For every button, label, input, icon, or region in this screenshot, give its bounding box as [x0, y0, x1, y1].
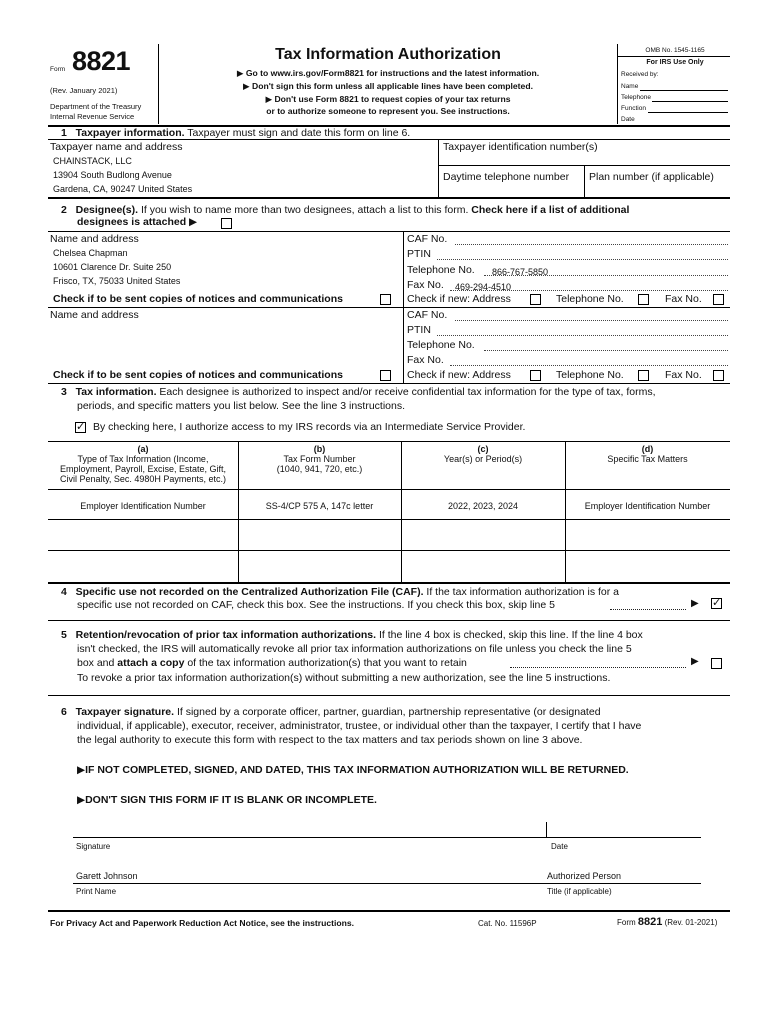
designee1-copies-checkbox[interactable] — [380, 294, 391, 305]
designee2-copies-label: Check if to be sent copies of notices and communications — [53, 369, 343, 381]
designee1-fax[interactable]: 469-294-4510 — [455, 282, 512, 292]
line5-text-4: To revoke a prior tax information authorization(s) without submitting a new authorization, see the line 5 instructions. — [77, 672, 611, 684]
line5-arrow-icon: ▶ — [691, 656, 699, 667]
footer-form-id: Form 8821 (Rev. 01-2021) — [617, 916, 718, 928]
line5-text-3: box and attach a copy of the tax information authorization(s) that you want to retain — [77, 657, 467, 669]
line5-retain-checkbox[interactable] — [711, 658, 722, 669]
designee2-ptin-label: PTIN — [407, 324, 431, 336]
line4-heading: 4 Specific use not recorded on the Centralized Authorization File (CAF). If the tax information authorization is for a — [61, 586, 620, 598]
irs-date-label: Date — [621, 116, 635, 123]
taxpayer-name[interactable]: CHAINSTACK, LLC — [53, 156, 132, 166]
irs-telephone-label: Telephone — [621, 94, 651, 101]
designee2-telephone-label: Telephone No. — [407, 339, 475, 351]
designee1-new-telephone-checkbox[interactable] — [638, 294, 649, 305]
omb-number: OMB No. 1545-1165 — [645, 47, 705, 54]
irs-function-label: Function — [621, 105, 646, 112]
taxpayer-address-2[interactable]: Gardena, CA, 90247 United States — [53, 184, 193, 194]
form-number: 8821 — [72, 46, 131, 76]
title-label: Title (if applicable) — [547, 887, 612, 896]
line5-text-2: isn't checked, the IRS will automatically revoke all prior tax information authorizations on file unless you check the line 5 — [77, 643, 632, 655]
print-name-label: Print Name — [76, 887, 117, 896]
isp-authorization-text: By checking here, I authorize access to my IRS records via an Intermediate Service Provider. — [93, 421, 526, 433]
print-name[interactable]: Garett Johnson — [76, 871, 138, 881]
plan-number-label: Plan number (if applicable) — [589, 171, 714, 183]
instruction-line-2: ▶ Don't sign this form unless all applicable lines have been completed. — [243, 81, 533, 91]
isp-checkbox[interactable]: ✓ — [76, 421, 86, 433]
designee2-new-telephone-checkbox[interactable] — [638, 370, 649, 381]
line3-heading: 3 Tax information. Each designee is authorized to inspect and/or receive confidential tax information for the type of tax, forms, — [61, 386, 656, 398]
daytime-phone-label: Daytime telephone number — [443, 171, 570, 183]
column-d-header: (d) Specific Tax Matters — [607, 444, 688, 464]
line6-text-2: individual, if applicable), executor, receiver, administrator, trustee, or individual other than the taxpayer, I certify that I have — [77, 720, 642, 732]
row1-tax-matters[interactable]: Employer Identification Number — [584, 501, 711, 511]
designee2-new-fax-checkbox[interactable] — [713, 370, 724, 381]
form-word: Form — [50, 66, 66, 73]
designee1-address-1[interactable]: 10601 Clarence Dr. Suite 250 — [53, 262, 172, 272]
designee2-caf-label: CAF No. — [407, 309, 448, 321]
designee1-fax-label: Fax No. — [407, 279, 444, 291]
irs-use-only: For IRS Use Only — [646, 59, 704, 66]
agency-name: Internal Revenue Service — [50, 112, 135, 121]
line2-heading-cont: designees is attached ▶ — [77, 216, 198, 228]
catalog-number: Cat. No. 11596P — [478, 919, 537, 928]
instruction-line-3: ▶ Don't use Form 8821 to request copies of your tax returns — [265, 94, 511, 104]
row1-years[interactable]: 2022, 2023, 2024 — [447, 501, 519, 511]
designee1-ptin-label: PTIN — [407, 248, 431, 260]
row1-tax-form[interactable]: SS-4/CP 575 A, 147c letter — [265, 501, 374, 511]
line4-text: specific use not recorded on CAF, check this box. See the instructions. If you check this box, skip line 5 — [77, 599, 555, 611]
line2-heading: 2 Designee(s). If you wish to name more than two designees, attach a list to this form. Check here if a list of additional — [61, 204, 630, 216]
designee1-caf-label: CAF No. — [407, 233, 448, 245]
line5-heading: 5 Retention/revocation of prior tax information authorizations. If the line 4 box is checked, skip this line. If the line 4 box — [61, 629, 643, 641]
line3-text: periods, and specific matters you list below. See the line 3 instructions. — [77, 400, 406, 412]
row1-tax-type[interactable]: Employer Identification Number — [80, 501, 206, 511]
line4-caf-checkbox[interactable]: ✓ — [712, 597, 722, 609]
signature-label: Signature — [76, 842, 111, 851]
designee2-new-address-checkbox[interactable] — [530, 370, 541, 381]
irs-name-label: Name — [621, 83, 639, 90]
warning-dont-sign-blank: ▶DON'T SIGN THIS FORM IF IT IS BLANK OR INCOMPLETE. — [77, 794, 377, 806]
privacy-notice: For Privacy Act and Paperwork Reduction Act Notice, see the instructions. — [50, 918, 355, 928]
designee1-copies-label: Check if to be sent copies of notices and communications — [53, 293, 343, 305]
additional-designees-checkbox[interactable] — [221, 218, 232, 229]
taxpayer-address-1[interactable]: 13904 South Budlong Avenue — [53, 170, 172, 180]
designee1-new-tel-label: Telephone No. — [556, 293, 624, 305]
column-c-header: (c) Year(s) or Period(s) — [443, 444, 523, 464]
taxpayer-name-address-label: Taxpayer name and address — [50, 141, 183, 153]
signature-date-label: Date — [551, 842, 568, 851]
designee2-fax-label: Fax No. — [407, 354, 444, 366]
designee1-name[interactable]: Chelsea Chapman — [53, 248, 128, 258]
designee1-name-label: Name and address — [50, 233, 139, 245]
line6-heading: 6 Taxpayer signature. If signed by a corporate officer, partner, guardian, partnership representative (or designated — [61, 706, 601, 718]
designee2-new-tel-label: Telephone No. — [556, 369, 624, 381]
designee2-check-new-label: Check if new: Address — [407, 369, 511, 381]
form-revision: (Rev. January 2021) — [50, 86, 118, 95]
designee1-address-2[interactable]: Frisco, TX, 75033 United States — [53, 276, 181, 286]
designee1-telephone[interactable]: 866-767-5850 — [492, 267, 549, 277]
line6-text-3: the legal authority to execute this form with respect to the tax matters and tax periods shown on line 3 above. — [77, 734, 583, 746]
form-title: Tax Information Authorization — [275, 46, 501, 63]
department-name: Department of the Treasury — [50, 102, 142, 111]
column-a-header: (a) Type of Tax Information (Income, Employment, Payroll, Excise, Estate, Gift, Civil Penalty, Sec. 4980H Payments, etc.) — [59, 444, 227, 484]
designee1-new-address-checkbox[interactable] — [530, 294, 541, 305]
instruction-line-1: ▶ Go to www.irs.gov/Form8821 for instructions and the latest information. — [236, 68, 540, 78]
designee1-check-new-label: Check if new: Address — [407, 293, 511, 305]
received-by-label: Received by: — [621, 71, 659, 78]
designee1-telephone-label: Telephone No. — [407, 264, 475, 276]
line4-arrow-icon: ▶ — [691, 598, 699, 609]
designee2-copies-checkbox[interactable] — [380, 370, 391, 381]
designee2-name-label: Name and address — [50, 309, 139, 321]
designee2-new-fax-label: Fax No. — [665, 369, 702, 381]
line1-heading: 1 Taxpayer information. Taxpayer must sign and date this form on line 6. — [61, 127, 411, 139]
column-b-header: (b) Tax Form Number (1040, 941, 720, etc.) — [276, 444, 363, 474]
designee1-new-fax-label: Fax No. — [665, 293, 702, 305]
tin-label: Taxpayer identification number(s) — [443, 141, 598, 153]
designee1-new-fax-checkbox[interactable] — [713, 294, 724, 305]
signer-title[interactable]: Authorized Person — [547, 871, 622, 881]
instruction-line-4: or to authorize someone to represent you. See instructions. — [266, 106, 510, 116]
warning-not-completed: ▶IF NOT COMPLETED, SIGNED, AND DATED, THIS TAX INFORMATION AUTHORIZATION WILL BE RETURNED. — [77, 764, 629, 776]
